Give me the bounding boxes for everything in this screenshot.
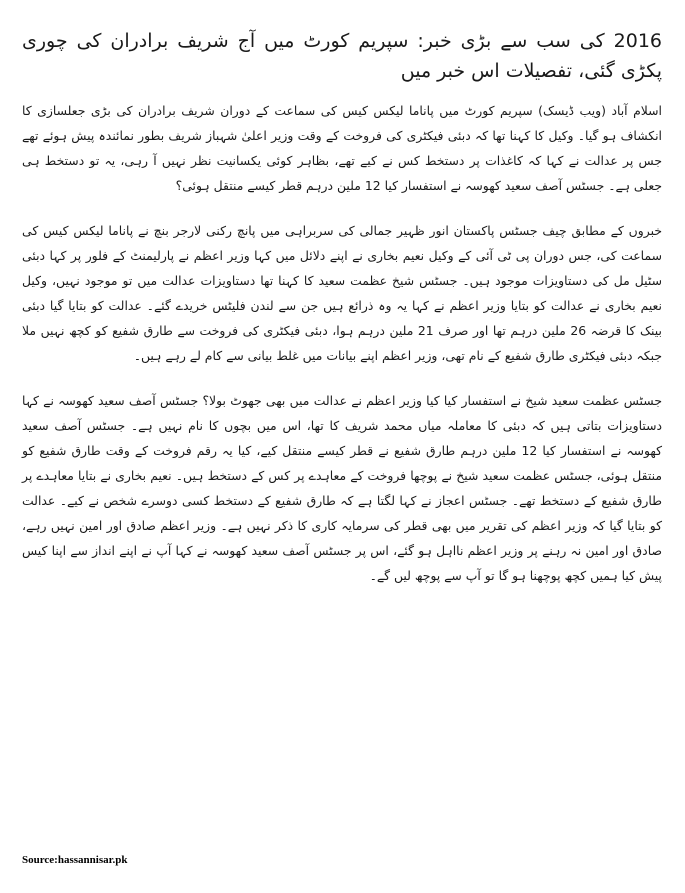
article-paragraph-3: جسٹس عظمت سعید شیخ نے استفسار کیا کیا وزیر اعظم نے عدالت میں بھی جھوٹ بولا؟ جسٹس آصف سعید کھوسہ نے کہا دستاویزات بتاتی ہیں کہ دبئی کا معاملہ میاں محمد شریف کا تھا، اس میں بچوں کا نام نہیں ہے۔ جسٹس آصف سعید کھوسہ نے استفسار کیا 12 ملین درہم طارق شفیع نے قطر کیسے منتقل کیے، کیا یہ رقم فروخت کے وقت طارق شفیع کو منتقل ہوئی، جسٹس عظمت سعید شیخ نے پوچھا فروخت کے معاہدے پر کس کے دستخط ہیں۔ نعیم بخاری نے بتایا معاہدے پر طارق شفیع کے دستخط تھے۔ جسٹس اعجاز نے کہا لگتا ہے کہ طارق شفیع کے دستخط کسی دوسرے شخص نے کیے۔ عدالت کو بتایا گیا کہ وزیر اعظم کی تقریر میں بھی قطر کی سرمایہ کاری کا ذکر نہیں ہے۔ وزیر اعظم صادق اور امین نہیں رہے، صادق اور امین نہ رہنے پر وزیر اعظم نااہل ہو گئے، اس پر جسٹس آصف سعید کھوسہ نے کہا آپ نے اپنے انداز سے اپنا کیس پیش کیا ہمیں کچھ پوچھنا ہو گا تو آپ سے پوچھ لیں گے۔ — [22, 393, 662, 583]
article — [22, 26, 662, 866]
article-paragraph-2: خبروں کے مطابق چیف جسٹس پاکستان انور ظہیر جمالی کی سربراہی میں پانچ رکنی لارجر بنچ نے پاناما لیکس کیس کی سماعت کی، جس دوران پی ٹی آئی کے وکیل نعیم بخاری نے اپنے دلائل میں کہا وزیر اعظم نے پارلیمنٹ کے فلور پر کہا دبئی سٹیل مل کی دستاویزات موجود ہیں۔ جسٹس شیخ عظمت سعید کا کہنا تھا دستاویزات عدالت میں تو موجود نہیں، وکیل نعیم بخاری نے عدالت کو بتایا وزیر اعظم نے کہا یہ وہ ذرائع ہیں جن سے لندن فلیٹس خریدے گئے۔ عدالت کو بتایا گیا دبئی بینک کا قرضہ 26 ملین درہم تھا اور صرف 21 ملین درہم ہوا، دبئی فیکٹری کی فروخت سے طارق شفیع کو کچھ نہیں ملا جبکہ دبئی فیکٹری طارق شفیع کے نام تھی، وزیر اعظم اپنے بیانات میں غلط بیانی سے کام لے رہے ہیں۔ — [22, 223, 662, 363]
source-credit: Source:hassannisar.pk — [22, 854, 128, 866]
article-paragraph-1: اسلام آباد (ویب ڈیسک) سپریم کورٹ میں پاناما لیکس کیس کی سماعت کے دوران شریف برادران کی بڑی جعلسازی کا انکشاف ہو گیا۔ وکیل کا کہنا تھا کہ دبئی فیکٹری کی فروخت کے وقت وزیر اعلیٰ شہباز شریف بطور نمائندہ پیش ہوئے تھے جس پر عدالت نے کہا کہ کاغذات پر دستخط کس نے کیے تھے، بظاہر کوئی یکسانیت نظر نہیں آ رہی، یہ تو دستخط ہی جعلی ہے۔ جسٹس آصف سعید کھوسہ نے استفسار کیا 12 ملین درہم قطر کیسے منتقل ہوئی؟ — [22, 103, 662, 193]
article-headline: 2016 کی سب سے بڑی خبر: سپریم کورٹ میں آج شریف برادران کی چوری پکڑی گئی، تفصیلات اس خبر میں — [22, 30, 662, 82]
